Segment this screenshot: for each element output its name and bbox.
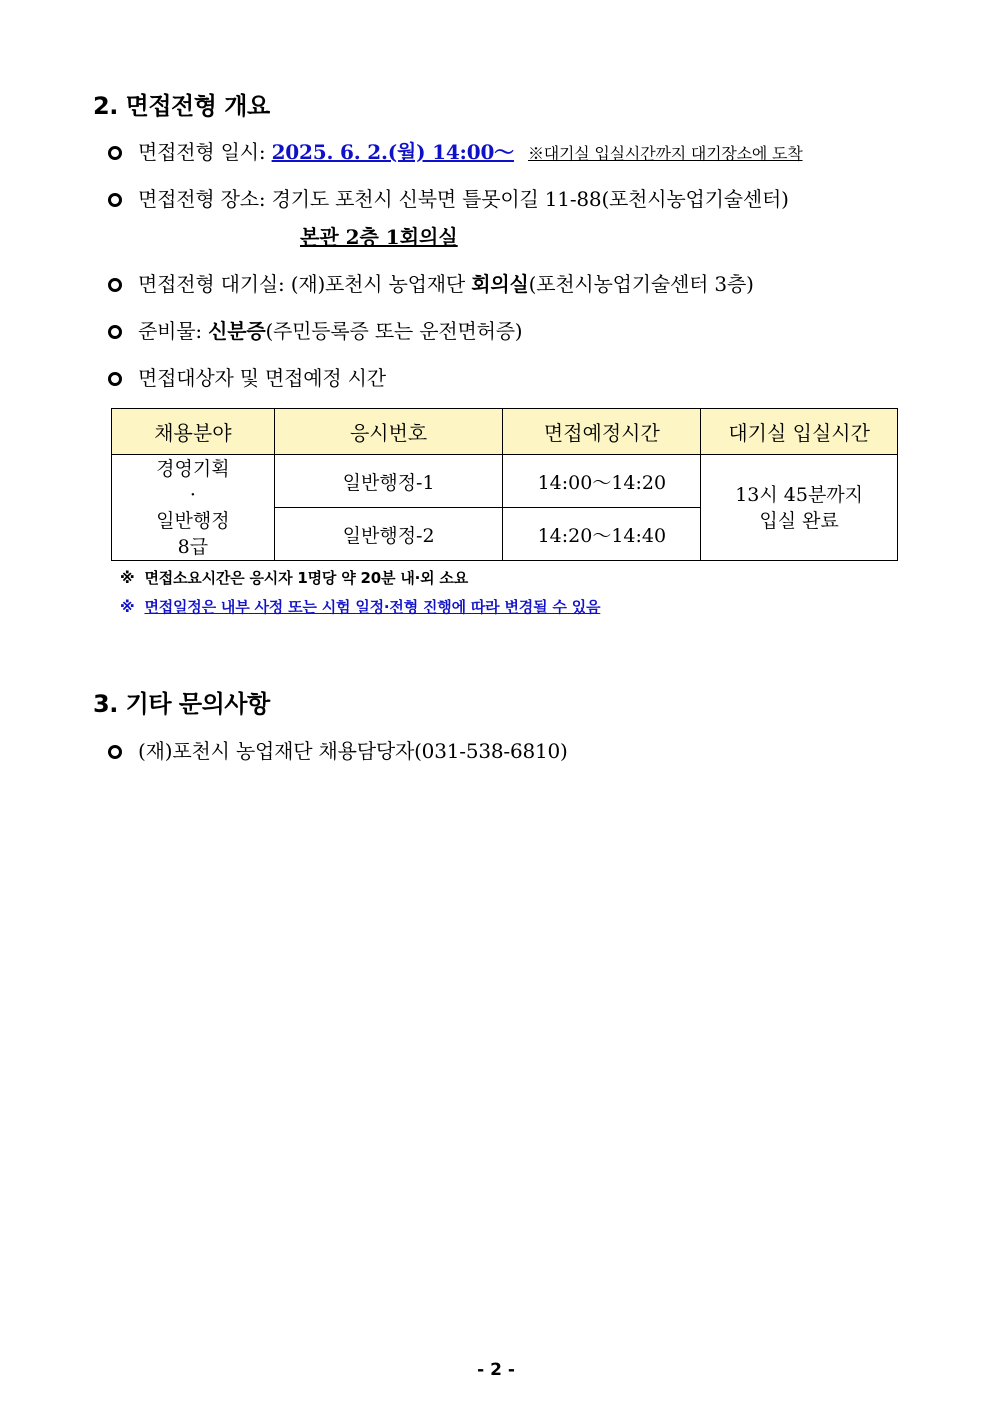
circle-bullet-icon — [108, 325, 122, 339]
circle-bullet-icon — [108, 193, 122, 207]
preparation-line — [108, 315, 522, 344]
arrival-cell — [701, 455, 898, 561]
reference-mark: ※ — [120, 598, 135, 616]
schedule-label: 면접대상자 및 면접예정 시간 — [138, 366, 386, 390]
footnote-text: 면접소요시간은 응시자 1명당 약 20분 내·외 소요 — [144, 569, 469, 587]
contact-line — [108, 735, 568, 764]
field-line: 일반행정 — [156, 509, 230, 532]
wait-building: (포천시농업기술센터 3층) — [528, 272, 754, 296]
waiting-room-line — [108, 268, 754, 297]
table-row — [112, 455, 898, 508]
date-label: 면접전형 일시: — [138, 140, 266, 164]
field-cell — [112, 455, 275, 561]
field-line: 경영기획 — [156, 457, 230, 480]
section2-heading: 2. 면접전형 개요 — [93, 92, 270, 120]
header-field: 채용분야 — [112, 409, 275, 455]
interview-place-line — [108, 183, 789, 212]
field-line: · — [189, 483, 196, 506]
prep-label: 준비물: — [138, 319, 202, 343]
circle-bullet-icon — [108, 745, 122, 759]
schedule-line — [108, 362, 386, 391]
time-cell: 14:20～14:40 — [503, 508, 701, 561]
page-number: - 2 - — [477, 1360, 515, 1380]
arrival-line: 입실 완료 — [759, 509, 839, 532]
circle-bullet-icon — [108, 278, 122, 292]
wait-org: (재)포천시 농업재단 — [290, 272, 466, 296]
contact-text: (재)포천시 농업재단 채용담당자(031-538-6810) — [138, 739, 568, 763]
header-time: 면접예정시간 — [503, 409, 701, 455]
date-value: 2025. 6. 2.(월) 14:00～ — [271, 140, 514, 164]
arrival-line: 13시 45분까지 — [735, 483, 864, 506]
table-header-row — [112, 409, 898, 455]
place-room: 본관 2층 1회의실 — [300, 225, 458, 249]
footnote-text: 면접일정은 내부 사정 또는 시험 일정·전형 진행에 따라 변경될 수 있음 — [144, 598, 601, 616]
wait-label: 면접전형 대기실: — [138, 272, 285, 296]
interview-date-line — [108, 136, 803, 165]
section3-heading: 3. 기타 문의사항 — [93, 690, 270, 718]
wait-room: 회의실 — [471, 272, 529, 296]
footnote-change — [120, 596, 600, 617]
number-cell: 일반행정-1 — [274, 455, 503, 508]
place-label: 면접전형 장소: — [138, 187, 266, 211]
time-cell: 14:00～14:20 — [503, 455, 701, 508]
footnote-duration — [120, 567, 468, 588]
schedule-table — [111, 408, 898, 561]
prep-detail: (주민등록증 또는 운전면허증) — [265, 319, 523, 343]
circle-bullet-icon — [108, 372, 122, 386]
place-value: 경기도 포천시 신북면 틀못이길 11-88(포천시농업기술센터) — [271, 187, 789, 211]
circle-bullet-icon — [108, 146, 122, 160]
prep-id: 신분증 — [208, 319, 266, 343]
reference-mark: ※ — [120, 569, 135, 587]
number-cell: 일반행정-2 — [274, 508, 503, 561]
header-number: 응시번호 — [274, 409, 503, 455]
field-line: 8급 — [177, 535, 209, 558]
date-note: ※대기실 입실시간까지 대기장소에 도착 — [527, 144, 803, 163]
header-arrival: 대기실 입실시간 — [701, 409, 898, 455]
